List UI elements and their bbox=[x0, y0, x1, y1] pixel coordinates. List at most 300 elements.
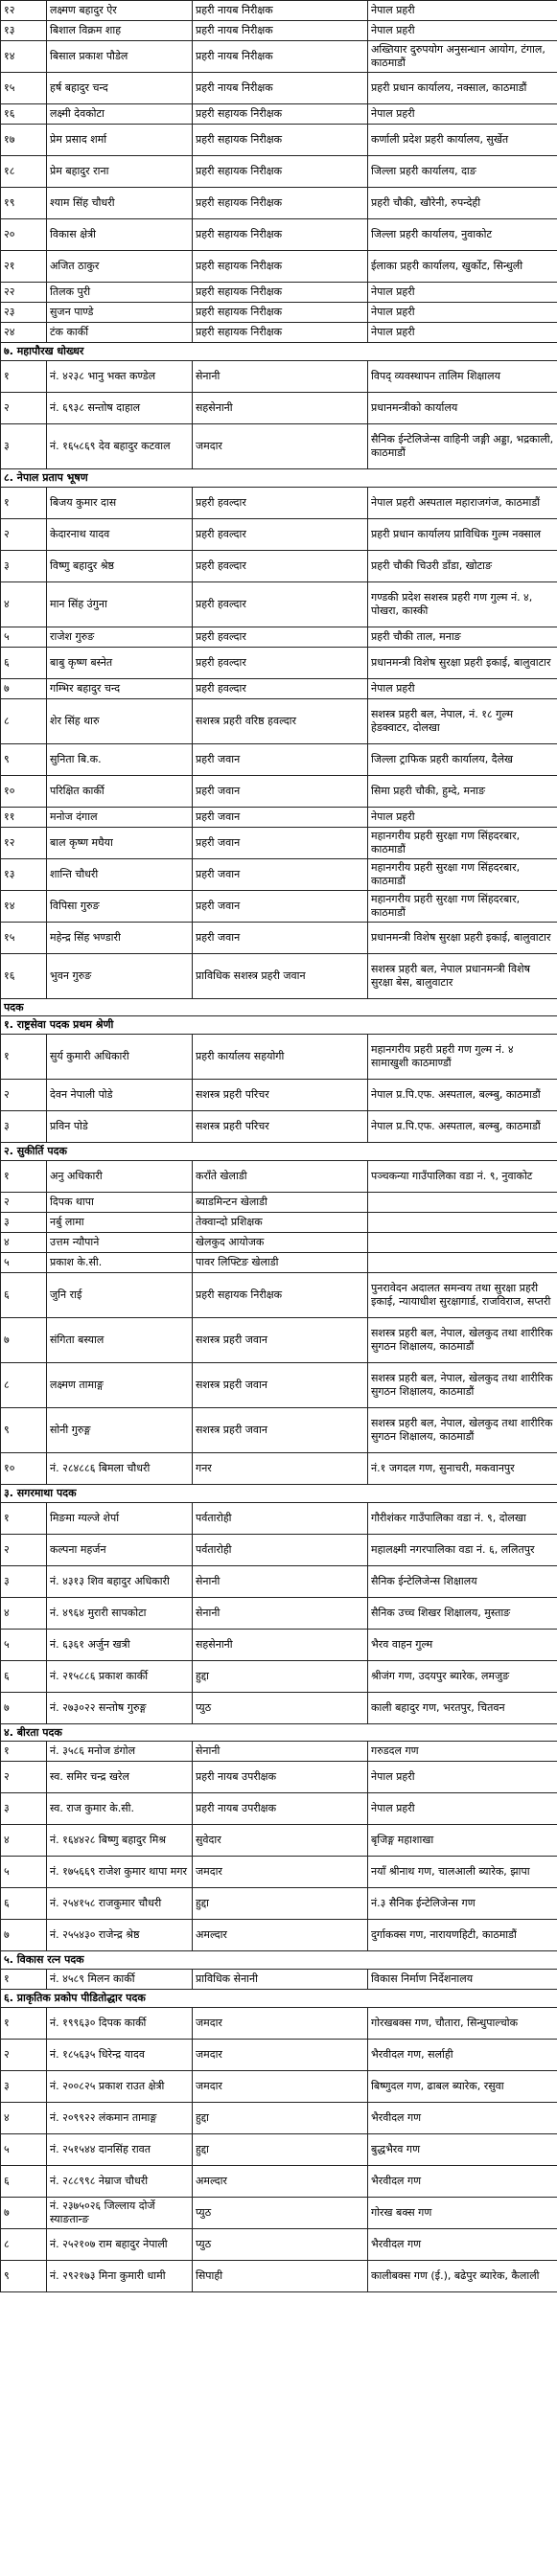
unit-cell: काली बहादुर गण, भरतपुर, चितवन bbox=[368, 1692, 557, 1723]
recipient-name-cell: नं. १६४४२८ बिष्णु बहादुर मिश्र bbox=[47, 1825, 193, 1857]
unit-cell: गोरखबक्स गण, चौतारा, सिन्धुपाल्चोक bbox=[368, 2007, 557, 2039]
recipient-name-cell: नं. १९९६३० दिपक कार्की bbox=[47, 2007, 193, 2039]
serial-number-cell: १३ bbox=[1, 21, 47, 41]
unit-cell: कालीबक्स गण (ई.), बढेपुर ब्यारेक, कैलाली bbox=[368, 2260, 557, 2291]
recipient-name-cell: नं. २५५४३० राजेन्द्र श्रेष्ठ bbox=[47, 1920, 193, 1951]
recipient-name-cell: सुनिता बि.क. bbox=[47, 743, 193, 775]
section-heading-row bbox=[1, 468, 557, 487]
unit-cell: सैनिक उच्च शिखर शिक्षालय, मुस्ताङ bbox=[368, 1597, 557, 1629]
rank-cell: प्रहरी जवान bbox=[193, 827, 368, 858]
serial-number-cell: ९ bbox=[1, 1407, 47, 1452]
section-heading-row bbox=[1, 1484, 557, 1502]
section-heading-row bbox=[1, 1016, 557, 1035]
unit-cell: बुद्धभैरव गण bbox=[368, 2133, 557, 2165]
unit-cell: विपद् व्यवस्थापन तालिम शिक्षालय bbox=[368, 360, 557, 392]
table-row bbox=[1, 1762, 557, 1793]
table-row bbox=[1, 698, 557, 743]
unit-cell: भैरवीदल गण bbox=[368, 2165, 557, 2197]
recipient-name-cell: नं. २८८९९८ नेम्राज चौधरी bbox=[47, 2165, 193, 2197]
table-row bbox=[1, 188, 557, 219]
table-row bbox=[1, 1692, 557, 1723]
recipient-name-cell: स्व. राज कुमार के.सी. bbox=[47, 1793, 193, 1825]
table-row bbox=[1, 1362, 557, 1407]
rank-cell: गनर bbox=[193, 1452, 368, 1484]
serial-number-cell: १० bbox=[1, 775, 47, 807]
serial-number-cell: ६ bbox=[1, 1660, 47, 1692]
serial-number-cell: ५ bbox=[1, 1252, 47, 1272]
table-row bbox=[1, 125, 557, 156]
unit-cell bbox=[368, 1232, 557, 1252]
section-heading-row bbox=[1, 1951, 557, 1970]
rank-cell: सेनानी bbox=[193, 360, 368, 392]
serial-number-cell: २ bbox=[1, 2039, 47, 2070]
recipient-name-cell: नं. १८५६३५ धिरेन्द्र यादव bbox=[47, 2039, 193, 2070]
unit-cell: नेपाल प्रहरी bbox=[368, 1, 557, 21]
unit-cell: अख्तियार दुरुपयोग अनुसन्धान आयोग, टंगाल, काठमाडौं bbox=[368, 41, 557, 73]
serial-number-cell: ५ bbox=[1, 1629, 47, 1660]
unit-cell: भैरवीदल गण bbox=[368, 2228, 557, 2260]
table-row bbox=[1, 73, 557, 104]
serial-number-cell: २ bbox=[1, 1080, 47, 1111]
serial-number-cell: १२ bbox=[1, 1, 47, 21]
table-row bbox=[1, 1793, 557, 1825]
serial-number-cell: २ bbox=[1, 1534, 47, 1565]
unit-cell: भैरव वाहन गुल्म bbox=[368, 1629, 557, 1660]
rank-cell: हुद्दा bbox=[193, 1888, 368, 1920]
unit-cell: प्रधानमन्त्री विशेष सुरक्षा प्रहरी इकाई, बालुवाटार bbox=[368, 647, 557, 678]
serial-number-cell: १६ bbox=[1, 104, 47, 125]
section-heading: ८. नेपाल प्रताप भूषण bbox=[1, 468, 557, 487]
table-row bbox=[1, 1629, 557, 1660]
unit-cell: सैनिक ईन्टेलिजेन्स शिक्षालय bbox=[368, 1565, 557, 1597]
table-row bbox=[1, 1452, 557, 1484]
recipient-name-cell: स्व. समिर चन्द्र खरेल bbox=[47, 1762, 193, 1793]
recipient-name-cell: शान्ति चौधरी bbox=[47, 858, 193, 890]
unit-cell bbox=[368, 1252, 557, 1272]
table-row bbox=[1, 1970, 557, 1990]
unit-cell: प्रहरी प्रधान कार्यालय, नक्साल, काठमाडौं bbox=[368, 73, 557, 104]
table-row bbox=[1, 1742, 557, 1762]
serial-number-cell: ८ bbox=[1, 1362, 47, 1407]
rank-cell: प्रहरी सहायक निरीक्षक bbox=[193, 283, 368, 303]
recipient-name-cell: नं. ३५८६ मनोज डंगोल bbox=[47, 1742, 193, 1762]
table-row bbox=[1, 581, 557, 627]
serial-number-cell: ३ bbox=[1, 550, 47, 581]
recipient-name-cell: विकास क्षेत्री bbox=[47, 219, 193, 251]
unit-cell: श्रीजंग गण, उदयपुर ब्यारेक, लमजुङ bbox=[368, 1660, 557, 1692]
rank-cell: सशस्त्र प्रहरी जवान bbox=[193, 1317, 368, 1362]
rank-cell: सशस्त्र प्रहरी परिचर bbox=[193, 1111, 368, 1143]
section-heading-row bbox=[1, 1143, 557, 1161]
unit-cell: पञ्चकन्या गाउँपालिका वडा नं. ९, नुवाकोट bbox=[368, 1160, 557, 1192]
serial-number-cell: २ bbox=[1, 1192, 47, 1212]
unit-cell: महानगरीय प्रहरी प्रहरी गण गुल्म नं. ४ सामाखुशी काठमाण्डौं bbox=[368, 1035, 557, 1080]
unit-cell: कर्णाली प्रदेश प्रहरी कार्यालय, सुर्खेत bbox=[368, 125, 557, 156]
rank-cell: प्रहरी नायब उपरीक्षक bbox=[193, 1762, 368, 1793]
serial-number-cell: ३ bbox=[1, 1212, 47, 1232]
table-row bbox=[1, 283, 557, 303]
rank-cell: प्रहरी हवल्दार bbox=[193, 678, 368, 698]
rank-cell: तेक्वान्दो प्रशिक्षक bbox=[193, 1212, 368, 1232]
serial-number-cell: ३ bbox=[1, 1111, 47, 1143]
unit-cell: गोरख बक्स गण bbox=[368, 2197, 557, 2228]
unit-cell: गण्डकी प्रदेश सशस्त्र प्रहरी गण गुल्म नं. ४, पोखरा, कास्की bbox=[368, 581, 557, 627]
unit-cell: भैरवीदल गण, सर्लाही bbox=[368, 2039, 557, 2070]
unit-cell: नेपाल प्रहरी bbox=[368, 303, 557, 323]
recipient-name-cell: बिजय कुमार दास bbox=[47, 487, 193, 518]
recipient-name-cell: कल्पना महर्जन bbox=[47, 1534, 193, 1565]
serial-number-cell: १ bbox=[1, 2007, 47, 2039]
table-row bbox=[1, 1111, 557, 1143]
table-row bbox=[1, 1660, 557, 1692]
unit-cell: सशस्त्र प्रहरी बल, नेपाल, खेलकुद तथा शारीरिक सुगठन शिक्षालय, काठमाडौं bbox=[368, 1317, 557, 1362]
serial-number-cell: १८ bbox=[1, 156, 47, 188]
recipient-name-cell: हर्ष बहादुर चन्द bbox=[47, 73, 193, 104]
recipient-name-cell: तिलक पुरी bbox=[47, 283, 193, 303]
serial-number-cell: ११ bbox=[1, 807, 47, 827]
table-row bbox=[1, 1272, 557, 1317]
recipient-name-cell: लक्ष्मी देवकोटा bbox=[47, 104, 193, 125]
rank-cell: प्रहरी जवान bbox=[193, 807, 368, 827]
table-row bbox=[1, 775, 557, 807]
table-row bbox=[1, 104, 557, 125]
rank-cell: सशस्त्र प्रहरी परिचर bbox=[193, 1080, 368, 1111]
serial-number-cell: १ bbox=[1, 1160, 47, 1192]
recipient-name-cell: नं. २८४८८६ बिमला चौधरी bbox=[47, 1452, 193, 1484]
serial-number-cell: ७ bbox=[1, 1317, 47, 1362]
table-row bbox=[1, 423, 557, 468]
serial-number-cell: १९ bbox=[1, 188, 47, 219]
section-heading-row bbox=[1, 1723, 557, 1742]
recipient-name-cell: लक्ष्मण तामाङ्ग bbox=[47, 1362, 193, 1407]
table-row bbox=[1, 2228, 557, 2260]
table-row bbox=[1, 2039, 557, 2070]
rank-cell: हुद्दा bbox=[193, 1660, 368, 1692]
section-heading-row bbox=[1, 343, 557, 361]
recipient-name-cell: नं. २१५८८६ प्रकाश कार्की bbox=[47, 1660, 193, 1692]
table-row bbox=[1, 2102, 557, 2133]
table-row bbox=[1, 1212, 557, 1232]
serial-number-cell: १ bbox=[1, 1035, 47, 1080]
rank-cell: ब्याडमिन्टन खेलाडी bbox=[193, 1192, 368, 1212]
rank-cell: प्रहरी नायब निरीक्षक bbox=[193, 41, 368, 73]
table-row bbox=[1, 627, 557, 647]
rank-cell: सशस्त्र प्रहरी जवान bbox=[193, 1407, 368, 1452]
unit-cell: दुर्गाकक्स गण, नारायणहिटी, काठमाडौं bbox=[368, 1920, 557, 1951]
rank-cell: प्रहरी जवान bbox=[193, 775, 368, 807]
rank-cell: सिपाही bbox=[193, 2260, 368, 2291]
table-row bbox=[1, 647, 557, 678]
unit-cell: नेपाल प्रहरी bbox=[368, 1762, 557, 1793]
unit-cell: जिल्ला प्रहरी कार्यालय, नुवाकोट bbox=[368, 219, 557, 251]
serial-number-cell: ७ bbox=[1, 1692, 47, 1723]
table-row bbox=[1, 743, 557, 775]
serial-number-cell: ४ bbox=[1, 1825, 47, 1857]
awards-table-body bbox=[1, 1, 557, 2292]
serial-number-cell: ८ bbox=[1, 698, 47, 743]
recipient-name-cell: नं. १६५८६९ देव बहादुर कटवाल bbox=[47, 423, 193, 468]
unit-cell: गरुडदल गण bbox=[368, 1742, 557, 1762]
unit-cell: नयाँ श्रीनाथ गण, चालआली ब्यारेक, झापा bbox=[368, 1857, 557, 1888]
unit-cell: प्रधानमन्त्रीको कार्यालय bbox=[368, 392, 557, 423]
rank-cell: प्रहरी कार्यालय सहयोगी bbox=[193, 1035, 368, 1080]
rank-cell: जमदार bbox=[193, 2007, 368, 2039]
serial-number-cell: १६ bbox=[1, 953, 47, 998]
rank-cell: जमदार bbox=[193, 2070, 368, 2102]
recipient-name-cell: नं. ६३६१ अर्जुन खत्री bbox=[47, 1629, 193, 1660]
serial-number-cell: ६ bbox=[1, 1888, 47, 1920]
table-row bbox=[1, 1857, 557, 1888]
table-row bbox=[1, 487, 557, 518]
rank-cell: प्रहरी सहायक निरीक्षक bbox=[193, 251, 368, 283]
unit-cell: बिष्णुदल गण, ढाबल ब्यारेक, रसुवा bbox=[368, 2070, 557, 2102]
unit-cell: नेपाल प्र.पि.एफ. अस्पताल, बल्म्बु, काठमाडौं bbox=[368, 1080, 557, 1111]
recipient-name-cell: नं. २५१५४४ दानसिंह रावत bbox=[47, 2133, 193, 2165]
unit-cell bbox=[368, 1192, 557, 1212]
rank-cell: खेलकुद आयोजक bbox=[193, 1232, 368, 1252]
serial-number-cell: ८ bbox=[1, 2228, 47, 2260]
serial-number-cell: ५ bbox=[1, 627, 47, 647]
recipient-name-cell: प्रेम प्रसाद शर्मा bbox=[47, 125, 193, 156]
table-row bbox=[1, 827, 557, 858]
unit-cell: प्रहरी चौकी ताल, मनाङ bbox=[368, 627, 557, 647]
serial-number-cell: २ bbox=[1, 392, 47, 423]
unit-cell: सशस्त्र प्रहरी बल, नेपाल, खेलकुद तथा शारीरिक सुगठन शिक्षालय, काठमाडौं bbox=[368, 1362, 557, 1407]
rank-cell: प्रहरी सहायक निरीक्षक bbox=[193, 104, 368, 125]
recipient-name-cell: नं. २९२१७३ मिना कुमारी धामी bbox=[47, 2260, 193, 2291]
table-row bbox=[1, 360, 557, 392]
recipient-name-cell: टंक कार्की bbox=[47, 323, 193, 343]
rank-cell: सेनानी bbox=[193, 1565, 368, 1597]
rank-cell: सशस्त्र प्रहरी वरिष्ठ हवल्दार bbox=[193, 698, 368, 743]
rank-cell: प्रहरी हवल्दार bbox=[193, 627, 368, 647]
rank-cell: पर्वतारोही bbox=[193, 1534, 368, 1565]
recipient-name-cell: विष्णु बहादुर श्रेष्ठ bbox=[47, 550, 193, 581]
unit-cell bbox=[368, 1212, 557, 1232]
unit-cell: नं.१ जगदल गण, सुनाचरी, मकवानपुर bbox=[368, 1452, 557, 1484]
serial-number-cell: १४ bbox=[1, 890, 47, 922]
serial-number-cell: ४ bbox=[1, 581, 47, 627]
rank-cell: प्युठ bbox=[193, 2197, 368, 2228]
recipient-name-cell: मान सिंह उंगुना bbox=[47, 581, 193, 627]
recipient-name-cell: संगिता बस्याल bbox=[47, 1317, 193, 1362]
table-row bbox=[1, 303, 557, 323]
recipient-name-cell: नं. ४३१३ शिव बहादुर अधिकारी bbox=[47, 1565, 193, 1597]
unit-cell: नेपाल प्रहरी bbox=[368, 1793, 557, 1825]
serial-number-cell: ३ bbox=[1, 423, 47, 468]
table-row bbox=[1, 1407, 557, 1452]
serial-number-cell: ५ bbox=[1, 2133, 47, 2165]
recipient-name-cell: जुनि राई bbox=[47, 1272, 193, 1317]
rank-cell: प्रहरी नायब निरीक्षक bbox=[193, 73, 368, 104]
recipient-name-cell: केदारनाथ यादव bbox=[47, 518, 193, 550]
unit-cell: नेपाल प्रहरी bbox=[368, 323, 557, 343]
table-row bbox=[1, 1565, 557, 1597]
serial-number-cell: ३ bbox=[1, 2070, 47, 2102]
table-row bbox=[1, 1825, 557, 1857]
serial-number-cell: ४ bbox=[1, 1597, 47, 1629]
rank-cell: जमदार bbox=[193, 423, 368, 468]
table-row bbox=[1, 1317, 557, 1362]
recipient-name-cell: श्याम सिंह चौधरी bbox=[47, 188, 193, 219]
section-heading: १. राष्ट्रसेवा पदक प्रथम श्रेणी bbox=[1, 1016, 557, 1035]
table-row bbox=[1, 1597, 557, 1629]
recipient-name-cell: प्रकाश के.सी. bbox=[47, 1252, 193, 1272]
serial-number-cell: ७ bbox=[1, 1920, 47, 1951]
table-row bbox=[1, 251, 557, 283]
recipient-name-cell: बाबु कृष्ण बस्नेत bbox=[47, 647, 193, 678]
unit-cell: सैनिक ईन्टेलिजेन्स वाहिनी जङ्गी अड्डा, भद्रकाली, काठमाडौं bbox=[368, 423, 557, 468]
recipient-name-cell: नं. १७५६६९ राजेश कुमार थापा मगर bbox=[47, 1857, 193, 1888]
table-row bbox=[1, 1888, 557, 1920]
recipient-name-cell: प्रेम बहादुर राना bbox=[47, 156, 193, 188]
table-row bbox=[1, 2007, 557, 2039]
serial-number-cell: २० bbox=[1, 219, 47, 251]
table-row bbox=[1, 890, 557, 922]
unit-cell: महानगरीय प्रहरी सुरक्षा गण सिंहदरबार, काठमाडौं bbox=[368, 890, 557, 922]
rank-cell: प्रहरी हवल्दार bbox=[193, 581, 368, 627]
serial-number-cell: ३ bbox=[1, 1565, 47, 1597]
serial-number-cell: १ bbox=[1, 1742, 47, 1762]
rank-cell: प्रहरी सहायक निरीक्षक bbox=[193, 1272, 368, 1317]
unit-cell: पुनरावेदन अदालत समन्वय तथा सुरक्षा प्रहरी इकाई, न्यायाधीश सुरक्षागार्ड, राजविराज, सप्तरी bbox=[368, 1272, 557, 1317]
rank-cell: कराँते खेलाडी bbox=[193, 1160, 368, 1192]
unit-cell: गौरीशंकर गाउँपालिका वडा नं. ९, दोलखा bbox=[368, 1502, 557, 1534]
unit-cell: महानगरीय प्रहरी सुरक्षा गण सिंहदरबार, काठमाडौं bbox=[368, 827, 557, 858]
section-heading: २. सुकीर्ति पदक bbox=[1, 1143, 557, 1161]
section-heading: ६. प्राकृतिक प्रकोप पीडितोद्धार पदक bbox=[1, 1990, 557, 2008]
serial-number-cell: १ bbox=[1, 1502, 47, 1534]
serial-number-cell: १ bbox=[1, 487, 47, 518]
rank-cell: अमल्दार bbox=[193, 2165, 368, 2197]
recipient-name-cell: नं. २५२१०७ राम बहादुर नेपाली bbox=[47, 2228, 193, 2260]
serial-number-cell: ९ bbox=[1, 743, 47, 775]
serial-number-cell: २ bbox=[1, 1762, 47, 1793]
rank-cell: प्रहरी सहायक निरीक्षक bbox=[193, 188, 368, 219]
table-row bbox=[1, 41, 557, 73]
serial-number-cell: १ bbox=[1, 360, 47, 392]
rank-cell: हुद्दा bbox=[193, 2133, 368, 2165]
recipient-name-cell: शेर सिंह थारु bbox=[47, 698, 193, 743]
rank-cell: प्रहरी नायब निरीक्षक bbox=[193, 1, 368, 21]
recipient-name-cell: देवन नेपाली पोडे bbox=[47, 1080, 193, 1111]
table-row bbox=[1, 2133, 557, 2165]
recipient-name-cell: मिङमा ग्यल्जे शेर्पा bbox=[47, 1502, 193, 1534]
section-heading: ३. सगरमाथा पदक bbox=[1, 1484, 557, 1502]
recipient-name-cell: राजेश गुरुङ bbox=[47, 627, 193, 647]
rank-cell: प्राविधिक सेनानी bbox=[193, 1970, 368, 1990]
table-row bbox=[1, 2070, 557, 2102]
recipient-name-cell: बिसाल प्रकाश पौडेल bbox=[47, 41, 193, 73]
rank-cell: प्युठ bbox=[193, 1692, 368, 1723]
recipient-name-cell: परिक्षित कार्की bbox=[47, 775, 193, 807]
recipient-name-cell: उत्तम न्यौपाने bbox=[47, 1232, 193, 1252]
table-row bbox=[1, 922, 557, 953]
rank-cell: प्रहरी सहायक निरीक्षक bbox=[193, 125, 368, 156]
unit-cell: भैरवीदल गण bbox=[368, 2102, 557, 2133]
recipient-name-cell: सुजन पाण्डे bbox=[47, 303, 193, 323]
rank-cell: प्रहरी सहायक निरीक्षक bbox=[193, 219, 368, 251]
rank-cell: प्रहरी जवान bbox=[193, 890, 368, 922]
recipient-name-cell: नं. २३७५०२६ जिल्लाय दोर्जे स्याङतान्ङ bbox=[47, 2197, 193, 2228]
section-heading: पदक bbox=[1, 998, 557, 1016]
table-row bbox=[1, 1035, 557, 1080]
table-row bbox=[1, 858, 557, 890]
serial-number-cell: २ bbox=[1, 518, 47, 550]
recipient-name-cell: प्रविन पोडे bbox=[47, 1111, 193, 1143]
table-row bbox=[1, 1252, 557, 1272]
serial-number-cell: २३ bbox=[1, 303, 47, 323]
recipient-name-cell: अजित ठाकुर bbox=[47, 251, 193, 283]
rank-cell: प्रहरी सहायक निरीक्षक bbox=[193, 303, 368, 323]
recipient-name-cell: नं. ४९६४ मुरारी सापकोटा bbox=[47, 1597, 193, 1629]
section-heading: ७. महापौरख धोख्धर bbox=[1, 343, 557, 361]
serial-number-cell: १५ bbox=[1, 922, 47, 953]
unit-cell: नेपाल प्रहरी bbox=[368, 807, 557, 827]
rank-cell: सेनानी bbox=[193, 1742, 368, 1762]
rank-cell: प्रहरी नायब निरीक्षक bbox=[193, 21, 368, 41]
rank-cell: प्रहरी जवान bbox=[193, 922, 368, 953]
rank-cell: अमल्दार bbox=[193, 1920, 368, 1951]
serial-number-cell: २२ bbox=[1, 283, 47, 303]
unit-cell: महानगरीय प्रहरी सुरक्षा गण सिंहदरबार, काठमाडौं bbox=[368, 858, 557, 890]
unit-cell: नेपाल प्रहरी bbox=[368, 678, 557, 698]
unit-cell: नेपाल प्रहरी bbox=[368, 104, 557, 125]
unit-cell: सशस्त्र प्रहरी बल, नेपाल, नं. १८ गुल्म हेडक्वाटर, दोलखा bbox=[368, 698, 557, 743]
unit-cell: सिमा प्रहरी चौकी, हुम्दे, मनाङ bbox=[368, 775, 557, 807]
serial-number-cell: ३ bbox=[1, 1793, 47, 1825]
rank-cell: प्रहरी हवल्दार bbox=[193, 647, 368, 678]
recipient-name-cell: नं. २००८२५ प्रकाश राउत क्षेत्री bbox=[47, 2070, 193, 2102]
unit-cell: प्रहरी चौकी चिउरी डाँडा, खोटाङ bbox=[368, 550, 557, 581]
table-row bbox=[1, 21, 557, 41]
serial-number-cell: १५ bbox=[1, 73, 47, 104]
unit-cell: प्रहरी प्रधान कार्यालय प्राविधिक गुल्म नक्साल bbox=[368, 518, 557, 550]
table-row bbox=[1, 1160, 557, 1192]
table-row bbox=[1, 807, 557, 827]
unit-cell: विकास निर्माण निर्देशनालय bbox=[368, 1970, 557, 1990]
table-row bbox=[1, 678, 557, 698]
unit-cell: सशस्त्र प्रहरी बल, नेपाल प्रधानमन्त्री विशेष सुरक्षा बेस, बालुवाटार bbox=[368, 953, 557, 998]
table-row bbox=[1, 2260, 557, 2291]
rank-cell: प्राविधिक सशस्त्र प्रहरी जवान bbox=[193, 953, 368, 998]
unit-cell: बृजिङ्ग महाशाखा bbox=[368, 1825, 557, 1857]
serial-number-cell: १ bbox=[1, 1970, 47, 1990]
unit-cell: सशस्त्र प्रहरी बल, नेपाल, खेलकुद तथा शारीरिक सुगठन शिक्षालय, काठमाडौं bbox=[368, 1407, 557, 1452]
table-row bbox=[1, 2197, 557, 2228]
rank-cell: पर्वतारोही bbox=[193, 1502, 368, 1534]
table-row bbox=[1, 1534, 557, 1565]
rank-cell: प्रहरी सहायक निरीक्षक bbox=[193, 323, 368, 343]
table-row bbox=[1, 953, 557, 998]
serial-number-cell: १३ bbox=[1, 858, 47, 890]
rank-cell: सशस्त्र प्रहरी जवान bbox=[193, 1362, 368, 1407]
serial-number-cell: १२ bbox=[1, 827, 47, 858]
serial-number-cell: ६ bbox=[1, 647, 47, 678]
recipient-name-cell: नं. ६९३८ सन्तोष दाहाल bbox=[47, 392, 193, 423]
table-row bbox=[1, 156, 557, 188]
recipient-name-cell: लक्ष्मण बहादुर ऐर bbox=[47, 1, 193, 21]
table-row bbox=[1, 1920, 557, 1951]
section-heading-row bbox=[1, 1990, 557, 2008]
serial-number-cell: १० bbox=[1, 1452, 47, 1484]
rank-cell: जमदार bbox=[193, 1857, 368, 1888]
recipient-name-cell: भुवन गुरुङ bbox=[47, 953, 193, 998]
rank-cell: पावर लिफ्टिङ खेलाडी bbox=[193, 1252, 368, 1272]
rank-cell: जमदार bbox=[193, 2039, 368, 2070]
rank-cell: प्रहरी जवान bbox=[193, 858, 368, 890]
rank-cell: प्रहरी हवल्दार bbox=[193, 550, 368, 581]
